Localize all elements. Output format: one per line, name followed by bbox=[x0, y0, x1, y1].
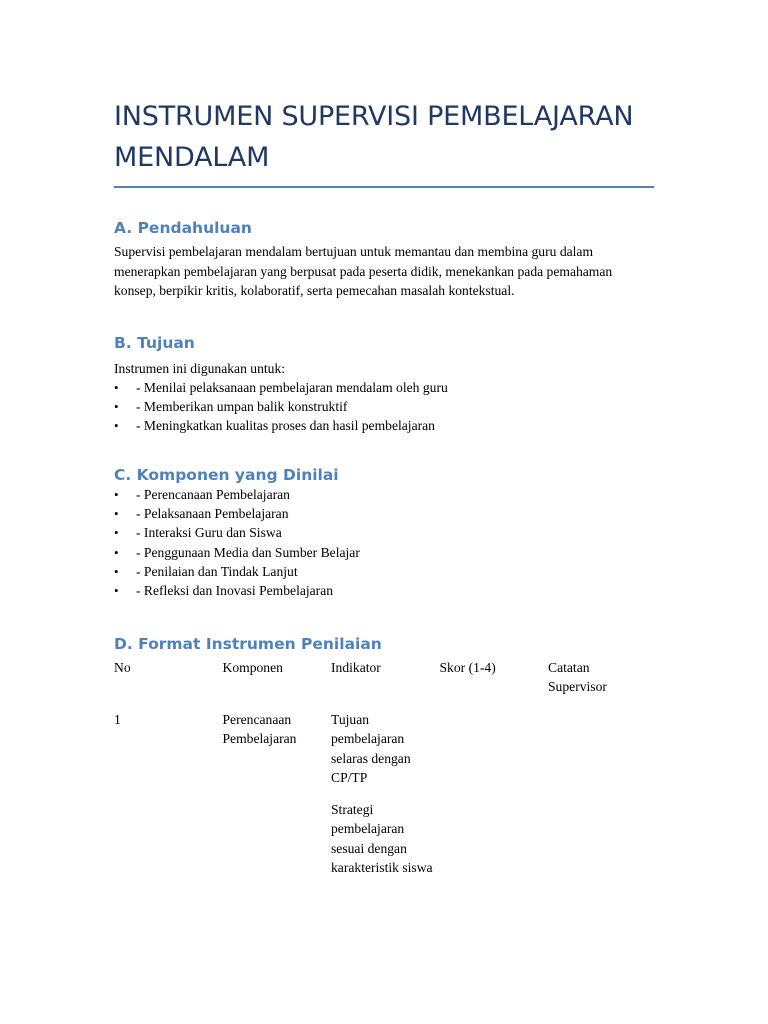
cell-skor bbox=[440, 710, 549, 878]
bullet-icon: • bbox=[114, 563, 119, 579]
cell-catatan bbox=[548, 710, 657, 878]
list-item-text: - Interaksi Guru dan Siswa bbox=[136, 525, 282, 541]
cell-indikator bbox=[331, 710, 440, 878]
header-indikator: Indikator bbox=[331, 659, 381, 675]
section-heading-tujuan: B. Tujuan bbox=[114, 333, 195, 352]
tujuan-list bbox=[114, 378, 654, 435]
list-item-text: - Meningkatkan kualitas proses dan hasil pembelajaran bbox=[136, 418, 435, 434]
list-item bbox=[114, 543, 654, 562]
pendahuluan-paragraph: Supervisi pembelajaran mendalam bertujuan untuk memantau dan membina guru dalam menerapkan pembelajaran yang berpusat pada peserta didik, menekankan pada pemahaman konsep, berpikir kritis, kolaboratif, serta pemecahan masalah kontekstual. bbox=[114, 244, 613, 298]
list-item bbox=[114, 485, 654, 504]
list-item bbox=[114, 562, 654, 581]
komponen-list bbox=[114, 485, 654, 600]
list-item-text: - Refleksi dan Inovasi Pembelajaran bbox=[136, 582, 334, 598]
header-komponen: Komponen bbox=[222, 659, 283, 675]
section-heading-pendahuluan: A. Pendahuluan bbox=[114, 219, 252, 237]
list-item bbox=[114, 523, 654, 542]
bullet-icon: • bbox=[114, 418, 119, 434]
list-item-text: - Memberikan umpan balik konstruktif bbox=[136, 399, 348, 415]
assessment-table bbox=[114, 658, 654, 878]
list-item-text: - Penilaian dan Tindak Lanjut bbox=[136, 563, 298, 579]
list-item bbox=[114, 378, 654, 397]
bullet-icon: • bbox=[114, 380, 119, 395]
section-heading-format: D. Format Instrumen Penilaian bbox=[114, 634, 382, 653]
tujuan-intro: Instrumen ini digunakan untuk: bbox=[114, 360, 286, 376]
section-heading-komponen: C. Komponen yang Dinilai bbox=[114, 466, 339, 485]
bullet-icon: • bbox=[114, 487, 119, 503]
header-skor: Skor (1-4) bbox=[439, 659, 496, 675]
list-item bbox=[114, 581, 654, 600]
header-catatan: Catatan Supervisor bbox=[548, 659, 607, 695]
list-item-text: - Pelaksanaan Pembelajaran bbox=[136, 506, 289, 522]
table-header-row bbox=[114, 658, 654, 710]
bullet-icon: • bbox=[114, 582, 119, 598]
list-item-text: - Menilai pelaksanaan pembelajaran mendalam oleh guru bbox=[136, 380, 448, 395]
cell-no: 1 bbox=[114, 711, 121, 727]
document-title: INSTRUMEN SUPERVISI PEMBELAJARAN MENDALAM bbox=[114, 96, 654, 188]
indikator-item: Strategi pembelajaran sesuai dengan karakteristik siswa bbox=[331, 801, 433, 876]
table-row bbox=[114, 710, 654, 878]
bullet-icon: • bbox=[114, 399, 119, 415]
header-no: No bbox=[114, 659, 131, 675]
list-item bbox=[114, 416, 654, 435]
list-item bbox=[114, 504, 654, 523]
list-item-text: - Perencanaan Pembelajaran bbox=[136, 487, 290, 503]
list-item bbox=[114, 397, 654, 416]
list-item-text: - Penggunaan Media dan Sumber Belajar bbox=[136, 544, 360, 560]
cell-komponen: Perencanaan Pembelajaran bbox=[222, 711, 297, 747]
bullet-icon: • bbox=[114, 544, 119, 560]
bullet-icon: • bbox=[114, 506, 119, 522]
document-body bbox=[114, 96, 654, 878]
indikator-item: Tujuan pembelajaran selaras dengan CP/TP bbox=[331, 711, 411, 786]
bullet-icon: • bbox=[114, 525, 119, 541]
